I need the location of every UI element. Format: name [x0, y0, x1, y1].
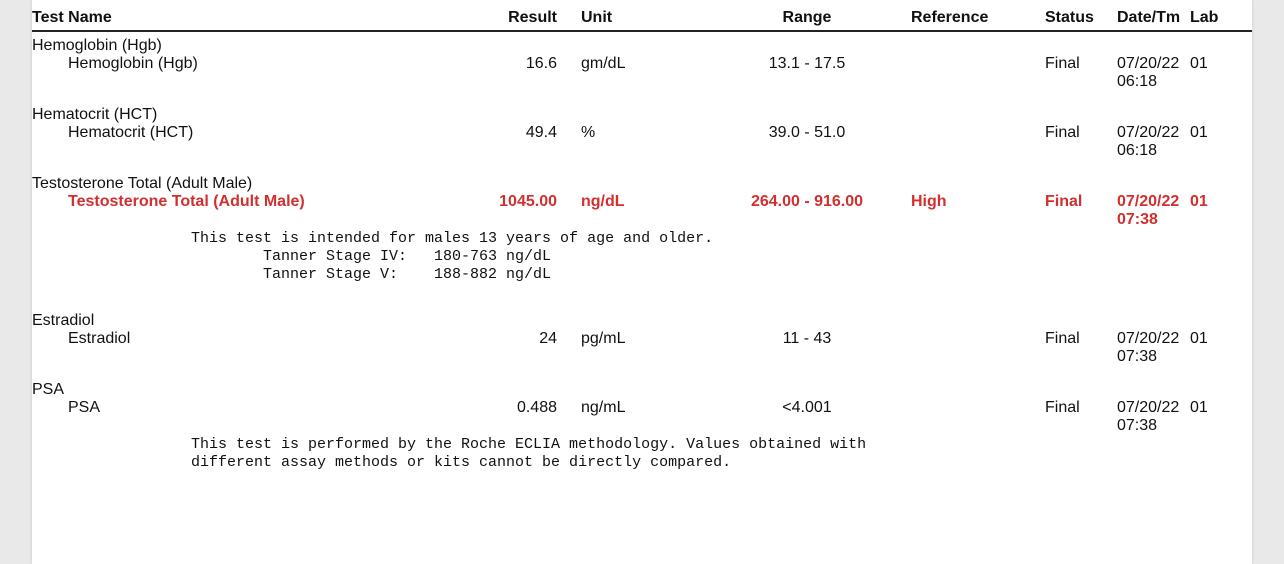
- test-time: 07:38: [1117, 417, 1158, 434]
- header-datetime: Date/Tm: [1117, 9, 1181, 26]
- test-range: 13.1 - 17.5: [768, 55, 846, 72]
- test-range: 39.0 - 51.0: [768, 124, 846, 141]
- test-status: Final: [1045, 399, 1080, 416]
- test-time: 06:18: [1117, 142, 1158, 159]
- test-date: 07/20/22: [1117, 124, 1180, 141]
- test-lab: 01: [1190, 193, 1208, 210]
- test-status: Final: [1045, 55, 1080, 72]
- test-range: 264.00 - 916.00: [750, 193, 864, 210]
- header-unit: Unit: [581, 9, 613, 26]
- test-name: Estradiol: [68, 330, 131, 347]
- header-range: Range: [782, 9, 832, 26]
- test-result: 49.4: [525, 124, 557, 141]
- test-note-line: different assay methods or kits cannot be directly compared.: [191, 454, 732, 471]
- test-group-name: Hematocrit (HCT): [32, 106, 158, 123]
- test-note-line: This test is performed by the Roche ECLIA methodology. Values obtained with: [191, 436, 867, 453]
- test-result: 1045.00: [499, 193, 557, 210]
- test-time: 06:18: [1117, 73, 1158, 90]
- test-status: Final: [1045, 193, 1083, 210]
- test-unit: ng/dL: [581, 193, 625, 210]
- test-unit: gm/dL: [581, 55, 626, 72]
- test-name: PSA: [68, 399, 101, 416]
- test-range: <4.001: [782, 399, 832, 416]
- test-lab: 01: [1190, 330, 1208, 347]
- header-divider: [32, 30, 1252, 32]
- test-lab: 01: [1190, 55, 1208, 72]
- test-time: 07:38: [1117, 348, 1158, 365]
- test-time: 07:38: [1117, 211, 1158, 228]
- test-unit: ng/mL: [581, 399, 626, 416]
- test-group-name: PSA: [32, 381, 65, 398]
- header-reference: Reference: [911, 9, 989, 26]
- test-note-line: Tanner Stage V: 188-882 ng/dL: [191, 266, 552, 283]
- test-date: 07/20/22: [1117, 193, 1180, 210]
- header-test-name: Test Name: [32, 9, 112, 26]
- lab-report-sheet: [32, 0, 1252, 564]
- test-group-name: Hemoglobin (Hgb): [32, 37, 162, 54]
- test-group-name: Estradiol: [32, 312, 95, 329]
- test-date: 07/20/22: [1117, 55, 1180, 72]
- test-lab: 01: [1190, 399, 1208, 416]
- test-range: 11 - 43: [782, 330, 832, 347]
- test-name: Testosterone Total (Adult Male): [68, 193, 305, 210]
- test-reference-flag: High: [911, 193, 947, 210]
- test-date: 07/20/22: [1117, 399, 1180, 416]
- test-lab: 01: [1190, 124, 1208, 141]
- test-unit: %: [581, 124, 596, 141]
- test-group-name: Testosterone Total (Adult Male): [32, 175, 253, 192]
- header-result: Result: [508, 9, 557, 26]
- test-unit: pg/mL: [581, 330, 626, 347]
- test-status: Final: [1045, 330, 1080, 347]
- test-result: 16.6: [525, 55, 557, 72]
- test-date: 07/20/22: [1117, 330, 1180, 347]
- test-name: Hemoglobin (Hgb): [68, 55, 198, 72]
- test-note-line: Tanner Stage IV: 180-763 ng/dL: [191, 248, 552, 265]
- test-result: 24: [539, 330, 557, 347]
- test-note-line: This test is intended for males 13 years of age and older.: [191, 230, 714, 247]
- test-status: Final: [1045, 124, 1080, 141]
- test-result: 0.488: [516, 399, 557, 416]
- test-name: Hematocrit (HCT): [68, 124, 194, 141]
- header-lab: Lab: [1190, 9, 1219, 26]
- header-status: Status: [1045, 9, 1094, 26]
